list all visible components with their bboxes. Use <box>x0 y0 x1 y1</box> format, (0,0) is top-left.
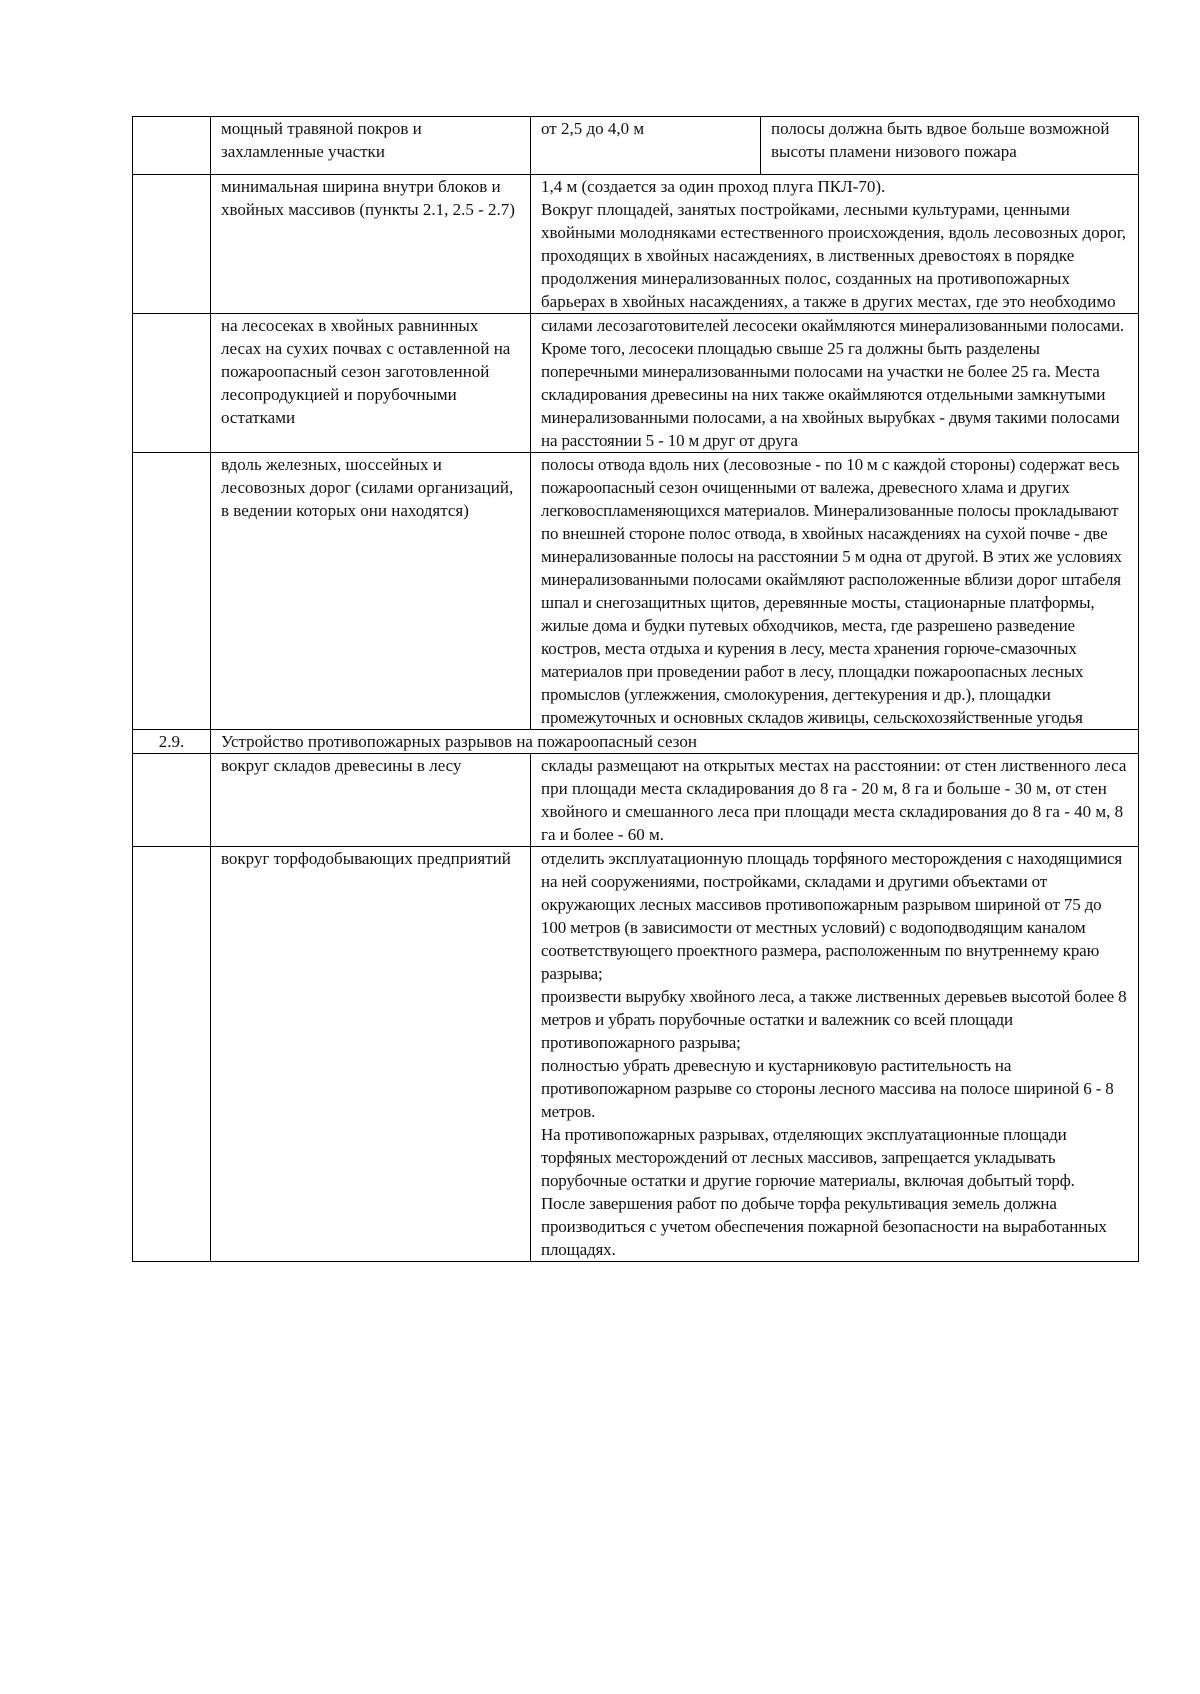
condition-cell: мощный травяной покров и захламленные участки <box>211 117 531 175</box>
number-cell <box>133 117 211 175</box>
section-heading-row <box>133 730 1139 754</box>
requirement-cell <box>531 847 1139 1262</box>
requirement-cell <box>531 453 1139 730</box>
section-number: 2.9. <box>133 730 211 754</box>
paragraph: силами лесозаготовителей лесосеки окаймляются минерализованными полосами. Кроме того, лесосеки площадью свыше 25 га должны быть разделены поперечными минерализованными полосами на участки не более 25 га. Места складирования древесины на них также окаймляются отдельными замкнутыми минерализованными полосами, а на хвойных вырубках - двумя такими полосами на расстоянии 5 - 10 м друг от друга <box>541 316 1124 450</box>
paragraph: склады размещают на открытых местах на расстоянии: от стен лиственного леса при площади места складирования до 8 га - 20 м, 8 га и больше - 30 м, от стен хвойного и смешанного леса при площади места складирования до 8 га - 40 м, 8 га и более - 60 м. <box>541 756 1127 844</box>
requirement-cell <box>531 175 1139 314</box>
number-cell <box>133 453 211 730</box>
number-cell <box>133 847 211 1262</box>
paragraph: произвести вырубку хвойного леса, а также лиственных деревьев высотой более 8 метров и убрать порубочные остатки и валежник со всей площади противопожарного разрыва; <box>541 987 1127 1052</box>
paragraph: отделить эксплуатационную площадь торфяного месторождения с находящимися на ней сооружениями, постройками, складами и другими объектами от окружающих лесных массивов противопожарным разрывом шириной от 75 до 100 метров (в зависимости от местных условий) с водоподводящим каналом соответствующего проектного размера, расположенным по внутреннему краю разрыва; <box>541 849 1123 983</box>
table-row <box>133 847 1139 1262</box>
number-cell <box>133 175 211 314</box>
fire-prevention-table <box>132 116 1139 1262</box>
table-row <box>133 175 1139 314</box>
paragraph: После завершения работ по добыче торфа рекультивация земель должна производиться с учетом обеспечения пожарной безопасности на выработанных площадях. <box>541 1194 1107 1259</box>
paragraph: полностью убрать древесную и кустарниковую растительность на противопожарном разрыве со стороны лесного массива на полосе шириной 6 - 8 метров. <box>541 1056 1114 1121</box>
condition-cell: на лесосеках в хвойных равнинных лесах на сухих почвах с оставленной на пожароопасный сезон заготовленной лесопродукцией и порубочными остатками <box>211 314 531 453</box>
condition-cell: вокруг торфодобывающих предприятий <box>211 847 531 1262</box>
condition-cell: вокруг складов древесины в лесу <box>211 754 531 847</box>
number-cell <box>133 314 211 453</box>
table-row <box>133 117 1139 175</box>
paragraph: 1,4 м (создается за один проход плуга ПКЛ-70). <box>541 177 886 196</box>
paragraph: На противопожарных разрывах, отделяющих эксплуатационные площади торфяных месторождений от лесных массивов, запрещается укладывать порубочные остатки и другие горючие материалы, включая добытый торф. <box>541 1125 1075 1190</box>
requirement-cell <box>531 314 1139 453</box>
paragraph: Вокруг площадей, занятых постройками, лесными культурами, ценными хвойными молодняками естественного происхождения, вдоль лесовозных дорог, проходящих в хвойных насаждениях, в лиственных древостоях в порядке продолжения минерализованных полос, созданных на противопожарных барьерах в хвойных насаждениях, а также в других местах, где это необходимо <box>541 200 1126 311</box>
requirement-cell <box>531 754 1139 847</box>
note-cell: полосы должна быть вдвое больше возможной высоты пламени низового пожара <box>761 117 1139 175</box>
condition-cell: минимальная ширина внутри блоков и хвойных массивов (пункты 2.1, 2.5 - 2.7) <box>211 175 531 314</box>
number-cell <box>133 754 211 847</box>
table-row <box>133 754 1139 847</box>
width-cell: от 2,5 до 4,0 м <box>531 117 761 175</box>
table-row <box>133 453 1139 730</box>
condition-cell: вдоль железных, шоссейных и лесовозных дорог (силами организаций, в ведении которых они находятся) <box>211 453 531 730</box>
table-row <box>133 314 1139 453</box>
section-title: Устройство противопожарных разрывов на пожароопасный сезон <box>211 730 1139 754</box>
paragraph: полосы отвода вдоль них (лесовозные - по 10 м с каждой стороны) содержат весь пожароопасный сезон очищенными от валежа, древесного хлама и других легковоспламеняющихся материалов. Минерализованные полосы прокладывают по внешней стороне полос отвода, в хвойных насаждениях на сухой почве - две минерализованные полосы на расстоянии 5 м одна от другой. В этих же условиях минерализованными полосами окаймляют расположенные вблизи дорог штабеля шпал и снегозащитных щитов, деревянные мосты, стационарные платформы, жилые дома и будки путевых обходчиков, места, где разрешено разведение костров, места отдыха и курения в лесу, места хранения горюче-смазочных материалов при проведении работ в лесу, площадки пожароопасных лесных промыслов (углежжения, смолокурения, дегтекурения и др.), площадки промежуточных и основных складов живицы, сельскохозяйственные угодья <box>541 455 1122 727</box>
